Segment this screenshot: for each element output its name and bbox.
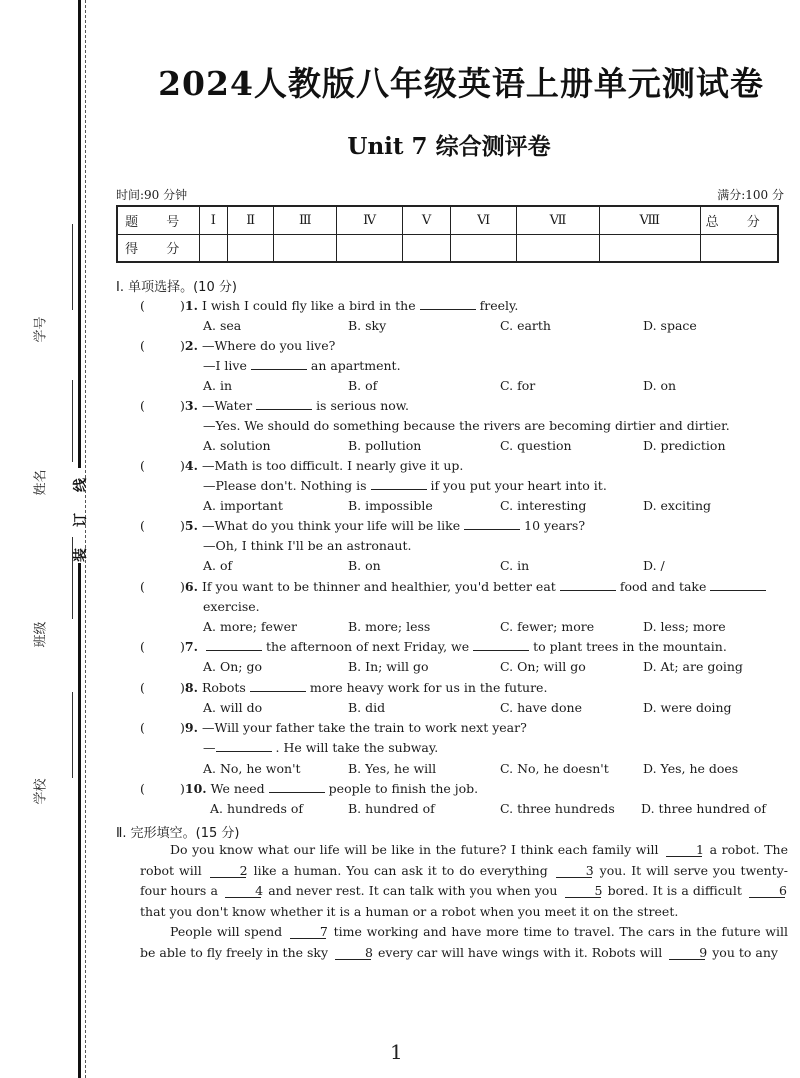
total-label: 总 分 bbox=[700, 206, 778, 234]
cloze-blank-8[interactable]: 8 bbox=[335, 946, 371, 960]
option-c[interactable]: C. have done bbox=[500, 700, 582, 715]
question-number: 1. bbox=[184, 298, 198, 313]
option-a[interactable]: A. sea bbox=[203, 318, 242, 333]
cloze-blank-4[interactable]: 4 bbox=[225, 884, 261, 898]
question-number: 9. bbox=[184, 720, 198, 735]
exam-full-score: 满分:100 分 bbox=[717, 188, 784, 202]
option-b[interactable]: B. Yes, he will bbox=[348, 761, 437, 776]
exam-title: 2024人教版八年级英语上册单元测试卷 bbox=[158, 64, 764, 103]
answer-paren-6[interactable]: ( bbox=[140, 579, 145, 594]
option-b[interactable]: B. In; will go bbox=[348, 659, 429, 674]
score-table-score-row bbox=[117, 234, 778, 262]
blank[interactable] bbox=[269, 782, 325, 793]
section-2-title: Ⅱ. 完形填空。(15 分) bbox=[116, 826, 240, 841]
question-number: 2. bbox=[184, 338, 198, 353]
option-b[interactable]: B. sky bbox=[348, 318, 387, 333]
option-a[interactable]: A. hundreds of bbox=[210, 801, 304, 816]
option-d[interactable]: D. exciting bbox=[643, 498, 712, 513]
option-a[interactable]: A. will do bbox=[203, 700, 263, 715]
blank[interactable] bbox=[420, 299, 476, 310]
option-a[interactable]: A. No, he won't bbox=[203, 761, 301, 776]
option-a[interactable]: A. important bbox=[203, 498, 283, 513]
col-1: Ⅰ bbox=[199, 206, 228, 234]
cloze-blank-9[interactable]: 9 bbox=[669, 946, 705, 960]
option-b[interactable]: B. on bbox=[348, 558, 381, 573]
binding-thick-line-top bbox=[78, 0, 81, 468]
option-b[interactable]: B. did bbox=[348, 700, 386, 715]
option-d[interactable]: D. prediction bbox=[643, 438, 726, 453]
cloze-blank-3[interactable]: 3 bbox=[556, 864, 592, 878]
blank[interactable] bbox=[216, 741, 272, 752]
score-cell-3[interactable] bbox=[274, 234, 337, 262]
option-c[interactable]: C. in bbox=[500, 558, 530, 573]
score-cell-total[interactable] bbox=[700, 234, 778, 262]
binding-dashed-line bbox=[85, 0, 86, 1078]
option-b[interactable]: B. more; less bbox=[348, 619, 431, 634]
option-c[interactable]: C. interesting bbox=[500, 498, 587, 513]
question-number: 8. bbox=[184, 680, 198, 695]
option-c[interactable]: C. fewer; more bbox=[500, 619, 595, 634]
col-3: Ⅲ bbox=[274, 206, 337, 234]
question-number: 6. bbox=[184, 579, 198, 594]
student-id-label: 学号 bbox=[33, 316, 49, 343]
blank[interactable] bbox=[560, 580, 616, 591]
option-d[interactable]: D. on bbox=[643, 378, 677, 393]
option-b[interactable]: B. hundred of bbox=[348, 801, 435, 816]
question-number-label: 题 号 bbox=[117, 206, 199, 234]
option-b[interactable]: B. impossible bbox=[348, 498, 433, 513]
section-1-title: Ⅰ. 单项选择。(10 分) bbox=[116, 280, 237, 295]
page-number: 1 bbox=[390, 1040, 403, 1064]
question-number: 4. bbox=[184, 458, 198, 473]
class-line[interactable] bbox=[72, 537, 73, 619]
binding-thick-line-bottom bbox=[78, 563, 81, 1078]
option-a[interactable]: A. of bbox=[203, 558, 233, 573]
answer-paren-4[interactable]: ( bbox=[140, 458, 145, 473]
school-label: 学校 bbox=[33, 778, 49, 805]
score-cell-7[interactable] bbox=[517, 234, 600, 262]
class-label: 班级 bbox=[33, 621, 49, 648]
score-cell-8[interactable] bbox=[600, 234, 700, 262]
answer-paren-1[interactable]: ( bbox=[140, 298, 145, 313]
name-line[interactable] bbox=[72, 380, 73, 462]
blank[interactable] bbox=[251, 359, 307, 370]
blank[interactable] bbox=[371, 479, 427, 490]
option-a[interactable]: A. in bbox=[203, 378, 233, 393]
question-number: 3. bbox=[184, 398, 198, 413]
score-cell-2[interactable] bbox=[228, 234, 274, 262]
cloze-blank-5[interactable]: 5 bbox=[565, 884, 601, 898]
cloze-blank-1[interactable]: 1 bbox=[666, 843, 702, 857]
school-line[interactable] bbox=[72, 692, 73, 778]
blank[interactable] bbox=[710, 580, 766, 591]
option-c[interactable]: C. three hundreds bbox=[500, 801, 615, 816]
option-c[interactable]: C. No, he doesn't bbox=[500, 761, 609, 776]
blank[interactable] bbox=[250, 681, 306, 692]
score-table-header-row bbox=[117, 206, 778, 234]
question-number: 7. bbox=[184, 639, 198, 654]
col-6: Ⅵ bbox=[451, 206, 517, 234]
student-id-line[interactable] bbox=[72, 224, 73, 310]
option-d[interactable]: D. were doing bbox=[643, 700, 732, 715]
score-cell-6[interactable] bbox=[451, 234, 517, 262]
option-d[interactable]: D. less; more bbox=[643, 619, 726, 634]
binding-char-ding: 订 bbox=[73, 513, 89, 527]
binding-char-zhuang: 装 bbox=[73, 548, 89, 562]
option-d[interactable]: D. At; are going bbox=[643, 659, 743, 674]
binding-char-xian: 线 bbox=[73, 478, 89, 492]
cloze-blank-7[interactable]: 7 bbox=[290, 925, 326, 939]
option-c[interactable]: C. On; will go bbox=[500, 659, 586, 674]
answer-paren-9[interactable]: ( bbox=[140, 720, 145, 735]
blank[interactable] bbox=[206, 640, 262, 651]
option-a[interactable]: A. more; fewer bbox=[203, 619, 298, 634]
option-c[interactable]: C. question bbox=[500, 438, 572, 453]
option-d[interactable]: D. / bbox=[643, 558, 665, 573]
answer-paren-2[interactable]: ( bbox=[140, 338, 145, 353]
answer-paren-5[interactable]: ( bbox=[140, 518, 145, 533]
answer-paren-3[interactable]: ( bbox=[140, 398, 145, 413]
option-b[interactable]: B. pollution bbox=[348, 438, 422, 453]
col-5: Ⅴ bbox=[402, 206, 451, 234]
blank[interactable] bbox=[256, 399, 312, 410]
exam-time: 时间:90 分钟 bbox=[116, 188, 188, 202]
col-8: Ⅷ bbox=[600, 206, 700, 234]
score-cell-1[interactable] bbox=[199, 234, 228, 262]
question-number: 10. bbox=[184, 781, 207, 796]
answer-paren-8[interactable]: ( bbox=[140, 680, 145, 695]
option-c[interactable]: C. for bbox=[500, 378, 536, 393]
name-label: 姓名 bbox=[33, 469, 49, 496]
option-c[interactable]: C. earth bbox=[500, 318, 551, 333]
answer-paren-7[interactable]: ( bbox=[140, 639, 145, 654]
cloze-blank-6[interactable]: 6 bbox=[749, 884, 785, 898]
answer-paren-10[interactable]: ( bbox=[140, 781, 145, 796]
score-cell-4[interactable] bbox=[337, 234, 402, 262]
col-7: Ⅶ bbox=[517, 206, 600, 234]
option-d[interactable]: D. three hundred of bbox=[641, 801, 766, 816]
score-cell-5[interactable] bbox=[402, 234, 451, 262]
cloze-blank-2[interactable]: 2 bbox=[210, 864, 246, 878]
blank[interactable] bbox=[473, 640, 529, 651]
cloze-paragraph-2: People will spend 7 time working and have more time to travel. The cars in the future will be able to fly freely in the sky 8 every car will have wings with it. Robots will 9 you to any bbox=[140, 924, 789, 960]
option-d[interactable]: D. Yes, he does bbox=[643, 761, 739, 776]
option-a[interactable]: A. On; go bbox=[203, 659, 262, 674]
score-label: 得 分 bbox=[117, 234, 199, 262]
question-number: 5. bbox=[184, 518, 198, 533]
blank[interactable] bbox=[464, 519, 520, 530]
col-2: Ⅱ bbox=[228, 206, 274, 234]
score-table bbox=[116, 205, 779, 263]
cloze-paragraph-1: Do you know what our life will be like in the future? I think each family will 1 a robot. The robot will 2 like a human. You can ask it to do everything 3 you. It will serve you twenty-four hours a 4 and never rest. It can talk with you when you 5 bored. It is a difficult 6 that you don't know whether it is a human or a robot when you meet it on the street. bbox=[140, 842, 788, 919]
exam-subtitle: Unit 7 综合测评卷 bbox=[347, 133, 551, 160]
option-a[interactable]: A. solution bbox=[203, 438, 271, 453]
col-4: Ⅳ bbox=[337, 206, 402, 234]
option-d[interactable]: D. space bbox=[643, 318, 697, 333]
option-b[interactable]: B. of bbox=[348, 378, 378, 393]
